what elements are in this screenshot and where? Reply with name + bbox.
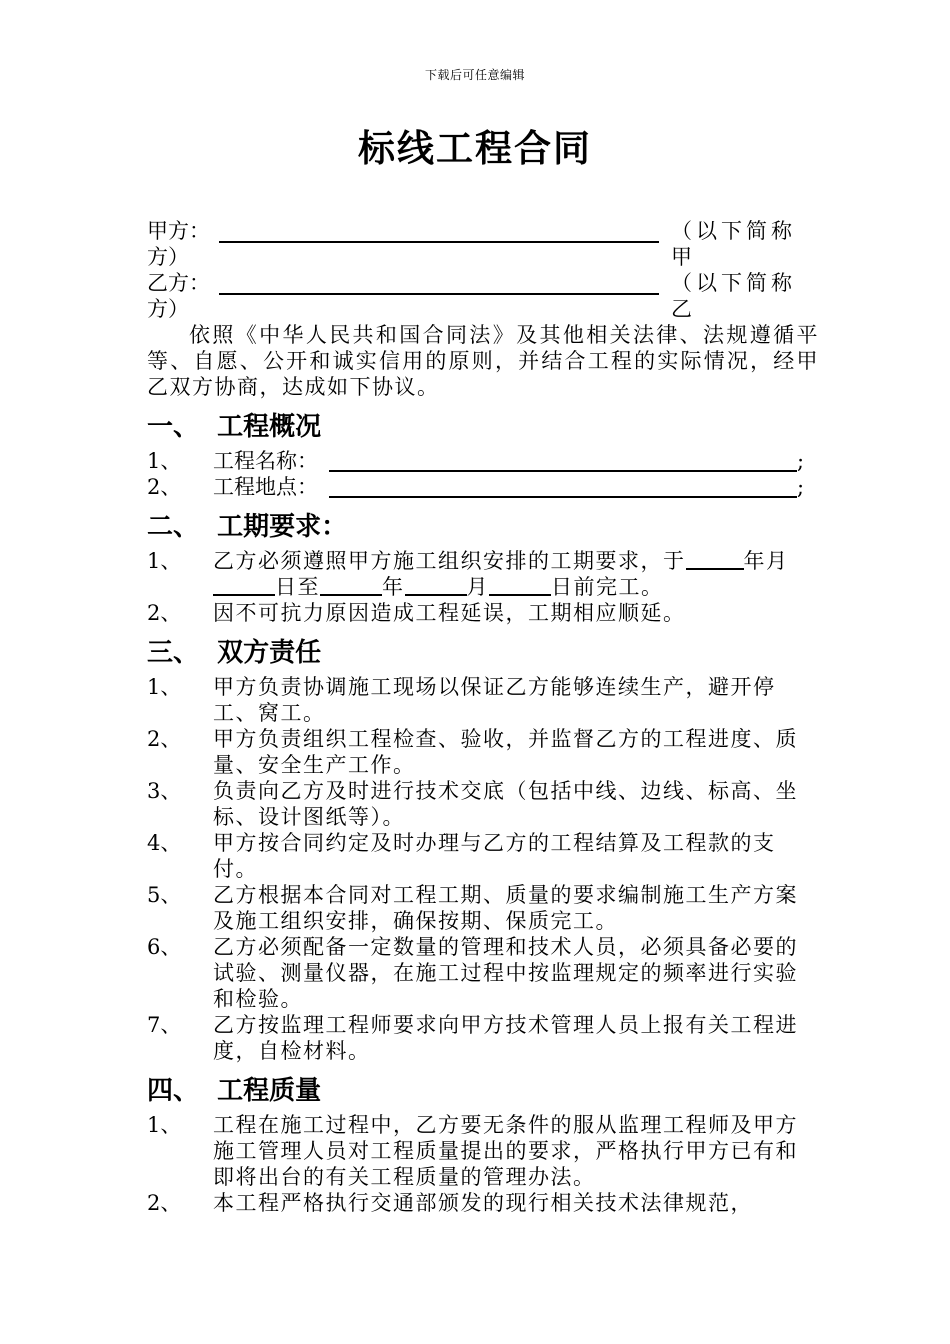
- document-title: 标线工程合同: [358, 127, 592, 170]
- field-project-name: [147, 448, 819, 474]
- party-a-suffix: （以下简称甲: [671, 219, 796, 269]
- contract-body: [147, 218, 819, 1216]
- party-a-line: [147, 218, 819, 270]
- party-b-suffix-wrap: 方）: [147, 297, 189, 321]
- list-item: [147, 882, 819, 934]
- item-number: 3、: [147, 779, 182, 803]
- section-heading-quality: 四、 工程质量: [147, 1076, 322, 1106]
- list-item: [147, 778, 819, 830]
- item-number: 7、: [147, 1013, 182, 1037]
- party-a-blank: [219, 241, 659, 243]
- item-number: 1、: [147, 549, 182, 573]
- list-item: [147, 600, 819, 626]
- party-b-line: [147, 270, 819, 322]
- list-item: [147, 1012, 819, 1064]
- party-b-blank: [219, 293, 659, 295]
- item-text: 乙方根据本合同对工程工期、质量的要求编制施工生产方案及施工组织安排，确保按期、保质完工。: [213, 883, 798, 933]
- party-a-label: 甲方：: [147, 219, 210, 243]
- field-number: 1、: [147, 449, 182, 473]
- blank-day: [489, 574, 551, 596]
- section-heading-overview: 一、 工程概况: [147, 412, 322, 442]
- item-text: 甲方按合同约定及时办理与乙方的工程结算及工程款的支付。: [213, 831, 776, 881]
- field-label: 工程地点：: [213, 475, 318, 499]
- list-item: [147, 674, 819, 726]
- field-number: 2、: [147, 475, 182, 499]
- list-item: [147, 934, 819, 1012]
- item-text: 本工程严格执行交通部颁发的现行相关技术法律规范，: [213, 1191, 753, 1215]
- item-text: 甲方负责组织工程检查、验收，并监督乙方的工程进度、质量、安全生产工作。: [213, 727, 798, 777]
- item-text: 乙方按监理工程师要求向甲方技术管理人员上报有关工程进度，自检材料。: [213, 1013, 798, 1063]
- schedule-text: 乙方必须遵照甲方施工组织安排的工期要求，于 年月日至 年 月 日前完工。: [213, 549, 789, 599]
- blank-month: [405, 574, 467, 596]
- item-number: 1、: [147, 675, 182, 699]
- header-note: 下载后可任意编辑: [424, 68, 525, 82]
- item-text: 负责向乙方及时进行技术交底（包括中线、边线、标高、坐标、设计图纸等）。: [213, 779, 798, 829]
- item-text: 乙方必须配备一定数量的管理和技术人员，必须具备必要的试验、测量仪器，在施工过程中按监理规定的频率进行实验和检验。: [213, 935, 798, 1011]
- item-text: 甲方负责协调施工现场以保证乙方能够连续生产，避开停工、窝工。: [213, 675, 776, 725]
- field-blank: [329, 470, 797, 472]
- item-number: 1、: [147, 1113, 182, 1137]
- list-item: [147, 1112, 819, 1190]
- field-project-location: [147, 474, 819, 500]
- item-number: 4、: [147, 831, 182, 855]
- party-b-suffix: （以下简称乙: [671, 271, 796, 321]
- item-text: 工程在施工过程中，乙方要无条件的服从监理工程师及甲方施工管理人员对工程质量提出的要求，严格执行甲方已有和即将出台的有关工程质量的管理办法。: [213, 1113, 798, 1189]
- party-b-label: 乙方：: [147, 271, 210, 295]
- section-heading-schedule: 二、 工期要求：: [147, 512, 348, 542]
- section-heading-responsibilities: 三、 双方责任: [147, 638, 322, 668]
- blank-year: [320, 574, 382, 596]
- blank-month: [213, 574, 275, 596]
- item-number: 2、: [147, 601, 182, 625]
- field-label: 工程名称：: [213, 449, 318, 473]
- field-end: ;: [797, 475, 805, 499]
- list-item: [147, 1190, 819, 1216]
- item-number: 2、: [147, 727, 182, 751]
- item-number: 2、: [147, 1191, 182, 1215]
- item-text: 因不可抗力原因造成工程延误，工期相应顺延。: [213, 601, 686, 625]
- blank-year: [686, 548, 744, 570]
- list-item: [147, 726, 819, 778]
- intro-paragraph: 依照《中华人民共和国合同法》及其他相关法律、法规遵循平等、自愿、公开和诚实信用的原则，并结合工程的实际情况，经甲乙双方协商，达成如下协议。: [147, 323, 819, 399]
- item-number: 5、: [147, 883, 182, 907]
- party-a-suffix-wrap: 方）: [147, 245, 189, 269]
- item-number: 6、: [147, 935, 182, 959]
- list-item: [147, 830, 819, 882]
- list-item: [147, 548, 819, 600]
- field-blank: [329, 496, 797, 498]
- field-end: ;: [797, 449, 805, 473]
